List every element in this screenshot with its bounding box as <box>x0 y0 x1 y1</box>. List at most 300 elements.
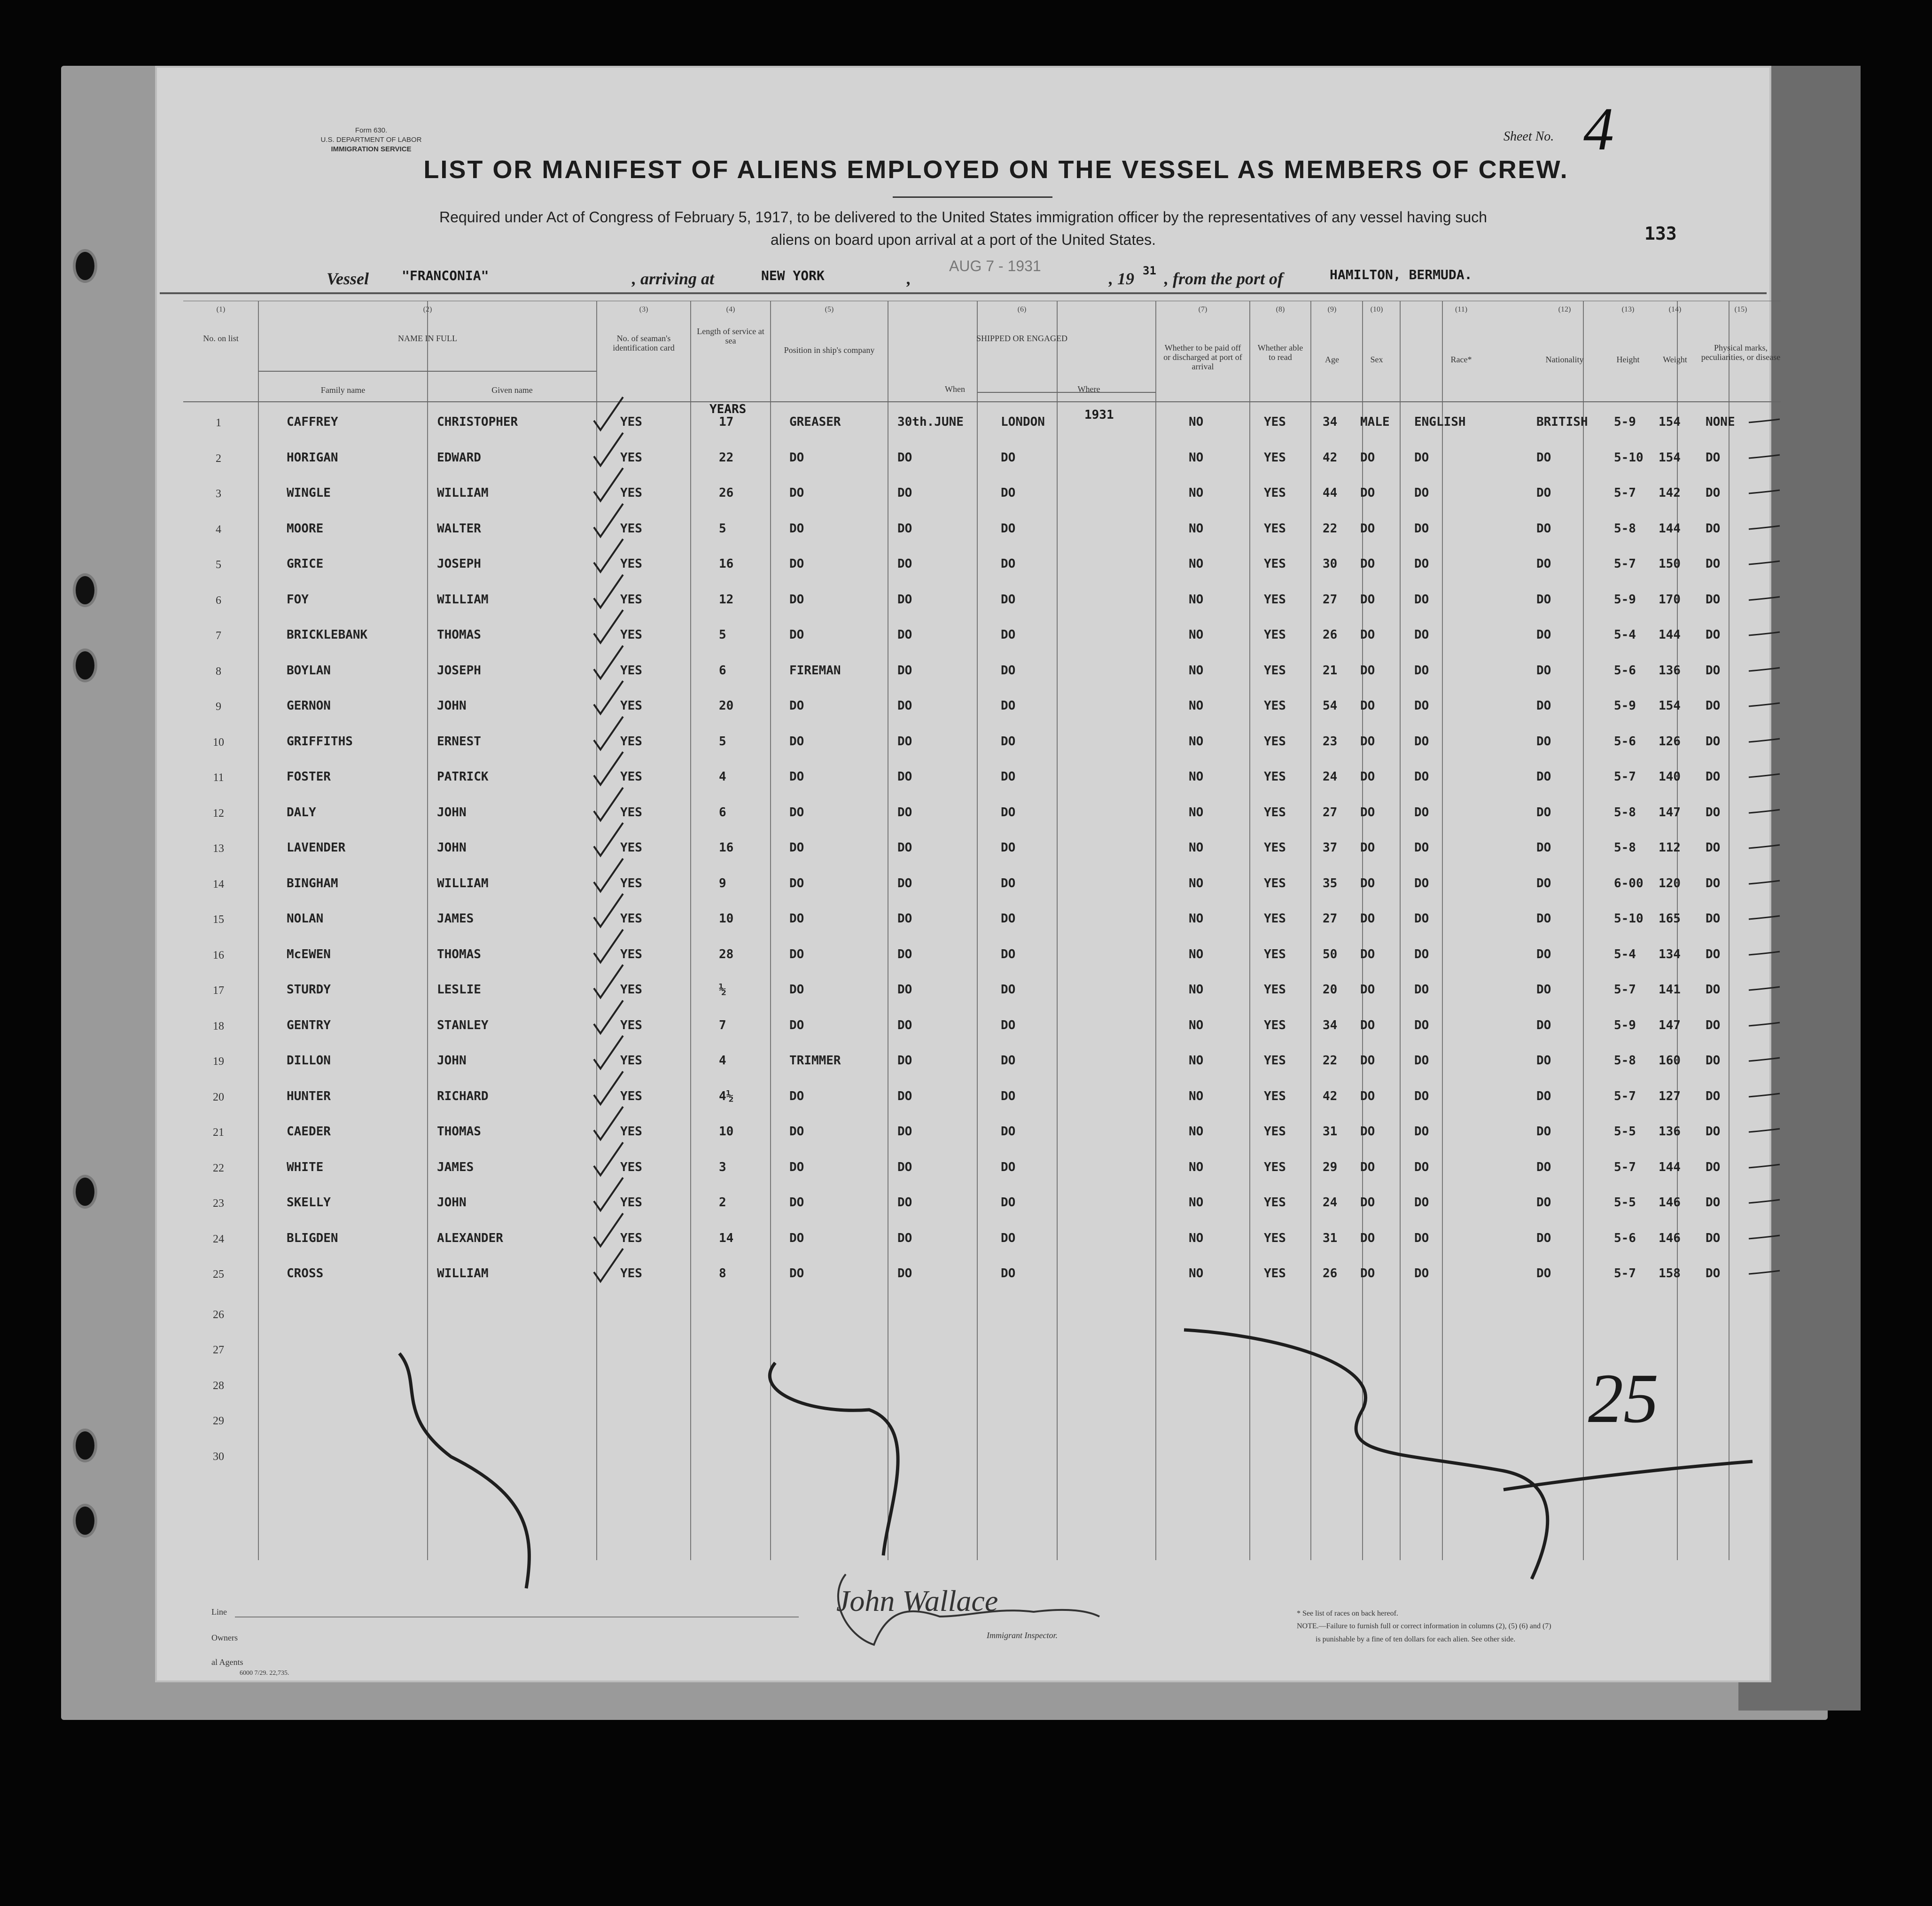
paid-off-cell: NO <box>1189 663 1204 678</box>
age-cell: 34 <box>1323 1018 1338 1032</box>
paid-off-cell: NO <box>1189 947 1204 961</box>
service-cell: 2 <box>719 1195 726 1210</box>
read-cell: YES <box>1264 734 1286 749</box>
card-cell: YES <box>620 1195 642 1210</box>
given-name-cell: THOMAS <box>437 628 481 642</box>
position-cell: TRIMMER <box>789 1054 841 1068</box>
column-number: (6) <box>1017 305 1027 313</box>
family-name-cell: BINGHAM <box>287 876 338 891</box>
row-number: 30 <box>213 1450 224 1463</box>
height-cell: 5-8 <box>1614 805 1636 820</box>
read-cell: YES <box>1264 1266 1286 1281</box>
column-number: (9) <box>1327 305 1337 313</box>
race-cell: DO <box>1414 1195 1429 1210</box>
header-position: Position in ship's company <box>784 345 875 355</box>
column-number: (14) <box>1668 305 1682 313</box>
where-cell: DO <box>1001 1160 1016 1174</box>
where-cell: LONDON <box>1001 415 1045 429</box>
service-cell: 12 <box>719 592 734 607</box>
given-name-cell: PATRICK <box>437 770 489 784</box>
given-name-cell: JOHN <box>437 805 467 820</box>
sex-cell: DO <box>1360 1160 1375 1174</box>
race-cell: DO <box>1414 450 1429 465</box>
given-name-cell: WILLIAM <box>437 876 489 891</box>
read-cell: YES <box>1264 947 1286 961</box>
height-cell: 5-8 <box>1614 1054 1636 1068</box>
age-cell: 24 <box>1323 1195 1338 1210</box>
race-cell: DO <box>1414 770 1429 784</box>
service-cell: 20 <box>719 699 734 713</box>
given-name-cell: JOHN <box>437 841 467 855</box>
sex-cell: DO <box>1360 1266 1375 1281</box>
column-number: (2) <box>423 305 432 313</box>
nationality-cell: DO <box>1536 557 1551 571</box>
height-cell: 5-4 <box>1614 947 1636 961</box>
age-cell: 26 <box>1323 1266 1338 1281</box>
note-line-1: NOTE.—Failure to furnish full or correct information in columns (2), (5) (6) and (7) <box>1297 1622 1551 1630</box>
age-cell: 29 <box>1323 1160 1338 1174</box>
position-cell: FIREMAN <box>789 663 841 678</box>
where-cell: DO <box>1001 557 1016 571</box>
row-number: 28 <box>213 1379 224 1392</box>
paid-off-cell: NO <box>1189 450 1204 465</box>
row-number: 20 <box>213 1091 224 1103</box>
where-cell: DO <box>1001 628 1016 642</box>
service-cell: 16 <box>719 557 734 571</box>
paid-off-cell: NO <box>1189 628 1204 642</box>
when-cell: DO <box>897 770 912 784</box>
paid-off-cell: NO <box>1189 1089 1204 1103</box>
when-cell: DO <box>897 592 912 607</box>
given-name-cell: WILLIAM <box>437 1266 489 1281</box>
given-name-cell: JAMES <box>437 912 474 926</box>
family-name-cell: BRICKLEBANK <box>287 628 368 642</box>
row-number: 14 <box>213 878 224 891</box>
when-cell: DO <box>897 1231 912 1245</box>
weight-cell: 134 <box>1659 947 1681 961</box>
marks-cell: DO <box>1706 450 1721 465</box>
paid-off-cell: NO <box>1189 699 1204 713</box>
row-number: 1 <box>216 417 221 429</box>
marks-cell: DO <box>1706 557 1721 571</box>
position-cell: DO <box>789 734 804 749</box>
row-number: 15 <box>213 914 224 926</box>
year-suffix: 31 <box>1143 264 1156 277</box>
read-cell: YES <box>1264 663 1286 678</box>
family-name-cell: NOLAN <box>287 912 324 926</box>
sheet-label: Sheet No. <box>1504 129 1554 144</box>
arriving-label: , arriving at <box>632 269 715 288</box>
position-cell: DO <box>789 592 804 607</box>
position-cell: DO <box>789 947 804 961</box>
print-code: 6000 7/29. 22,735. <box>240 1670 289 1677</box>
arriving-port: NEW YORK <box>761 268 825 283</box>
column-number: (10) <box>1370 305 1383 313</box>
family-name-cell: GERNON <box>287 699 331 713</box>
where-cell: DO <box>1001 1231 1016 1245</box>
read-cell: YES <box>1264 486 1286 500</box>
age-cell: 54 <box>1323 699 1338 713</box>
weight-cell: 144 <box>1659 1160 1681 1174</box>
where-cell: DO <box>1001 592 1016 607</box>
position-cell: DO <box>789 1089 804 1103</box>
race-cell: DO <box>1414 628 1429 642</box>
row-number: 16 <box>213 949 224 961</box>
years-label: YEARS <box>709 402 747 416</box>
family-name-cell: FOSTER <box>287 770 331 784</box>
race-cell: DO <box>1414 734 1429 749</box>
service-cell: 7 <box>719 1018 726 1032</box>
sex-cell: DO <box>1360 983 1375 997</box>
nationality-cell: DO <box>1536 592 1551 607</box>
read-cell: YES <box>1264 805 1286 820</box>
given-name-cell: JAMES <box>437 1160 474 1174</box>
position-cell: DO <box>789 1195 804 1210</box>
family-name-cell: BOYLAN <box>287 663 331 678</box>
where-cell: DO <box>1001 450 1016 465</box>
paid-off-cell: NO <box>1189 1231 1204 1245</box>
from-label: , from the port of <box>1164 269 1284 288</box>
race-cell: DO <box>1414 805 1429 820</box>
sex-cell: DO <box>1360 805 1375 820</box>
weight-cell: 154 <box>1659 699 1681 713</box>
position-cell: DO <box>789 1231 804 1245</box>
service: IMMIGRATION SERVICE <box>331 145 412 153</box>
sheet-number: 4 <box>1583 95 1614 163</box>
where-cell: DO <box>1001 947 1016 961</box>
service-cell: 6 <box>719 663 726 678</box>
paid-off-cell: NO <box>1189 805 1204 820</box>
family-name-cell: LAVENDER <box>287 841 346 855</box>
age-cell: 37 <box>1323 841 1338 855</box>
given-name-cell: STANLEY <box>437 1018 489 1032</box>
sex-cell: DO <box>1360 912 1375 926</box>
marks-cell: DO <box>1706 1018 1721 1032</box>
marks-cell: DO <box>1706 841 1721 855</box>
card-cell: YES <box>620 1266 642 1281</box>
where-cell: DO <box>1001 841 1016 855</box>
when-cell: DO <box>897 557 912 571</box>
marks-cell: DO <box>1706 1125 1721 1139</box>
paid-off-cell: NO <box>1189 521 1204 536</box>
marks-cell: DO <box>1706 1054 1721 1068</box>
race-cell: ENGLISH <box>1414 415 1466 429</box>
where-cell: DO <box>1001 770 1016 784</box>
given-name-cell: ALEXANDER <box>437 1231 503 1245</box>
card-cell: YES <box>620 699 642 713</box>
race-cell: DO <box>1414 841 1429 855</box>
row-number: 17 <box>213 984 224 997</box>
sex-cell: DO <box>1360 1195 1375 1210</box>
row-number: 12 <box>213 807 224 820</box>
read-cell: YES <box>1264 1018 1286 1032</box>
paid-off-cell: NO <box>1189 841 1204 855</box>
subtitle-line-1: Required under Act of Congress of February 5, 1917, to be delivered to the United States immigration officer by the representatives of any vessel having such <box>439 209 1487 226</box>
given-name-cell: WILLIAM <box>437 592 489 607</box>
nationality-cell: DO <box>1536 1195 1551 1210</box>
service-cell: 9 <box>719 876 726 891</box>
read-cell: YES <box>1264 1160 1286 1174</box>
service-cell: 3 <box>719 1160 726 1174</box>
service-cell: 5 <box>719 521 726 536</box>
weight-cell: 158 <box>1659 1266 1681 1281</box>
service-cell: 22 <box>719 450 734 465</box>
marks-cell: DO <box>1706 983 1721 997</box>
height-cell: 5-10 <box>1614 450 1644 465</box>
age-cell: 20 <box>1323 983 1338 997</box>
family-name-cell: FOY <box>287 592 309 607</box>
position-cell: DO <box>789 770 804 784</box>
paid-off-cell: NO <box>1189 912 1204 926</box>
weight-cell: 146 <box>1659 1195 1681 1210</box>
marks-cell: DO <box>1706 947 1721 961</box>
when-cell: DO <box>897 734 912 749</box>
age-cell: 50 <box>1323 947 1338 961</box>
race-cell: DO <box>1414 1125 1429 1139</box>
position-cell: DO <box>789 1125 804 1139</box>
age-cell: 27 <box>1323 592 1338 607</box>
when-cell: DO <box>897 1266 912 1281</box>
column-number: (12) <box>1558 305 1571 313</box>
service-cell: 8 <box>719 1266 726 1281</box>
height-cell: 5-6 <box>1614 734 1636 749</box>
position-cell: DO <box>789 557 804 571</box>
height-cell: 5-7 <box>1614 1160 1636 1174</box>
nationality-cell: DO <box>1536 521 1551 536</box>
row-number: 13 <box>213 843 224 855</box>
nationality-cell: DO <box>1536 1089 1551 1103</box>
service-cell: 16 <box>719 841 734 855</box>
service-cell: 10 <box>719 1125 734 1139</box>
when-cell: DO <box>897 841 912 855</box>
family-name-cell: DILLON <box>287 1054 331 1068</box>
race-cell: DO <box>1414 1089 1429 1103</box>
weight-cell: 127 <box>1659 1089 1681 1103</box>
nationality-cell: DO <box>1536 876 1551 891</box>
family-name-cell: HORIGAN <box>287 450 338 465</box>
read-cell: YES <box>1264 415 1286 429</box>
nationality-cell: DO <box>1536 699 1551 713</box>
card-cell: YES <box>620 912 642 926</box>
paid-off-cell: NO <box>1189 1195 1204 1210</box>
nationality-cell: DO <box>1536 1160 1551 1174</box>
sex-cell: MALE <box>1360 415 1390 429</box>
race-cell: DO <box>1414 592 1429 607</box>
paid-off-cell: NO <box>1189 1018 1204 1032</box>
when-cell: DO <box>897 1018 912 1032</box>
weight-cell: 144 <box>1659 628 1681 642</box>
family-name-cell: WINGLE <box>287 486 331 500</box>
paid-off-cell: NO <box>1189 486 1204 500</box>
marks-cell: DO <box>1706 521 1721 536</box>
marks-cell: DO <box>1706 912 1721 926</box>
sex-cell: DO <box>1360 521 1375 536</box>
card-cell: YES <box>620 1054 642 1068</box>
family-name-cell: GRIFFITHS <box>287 734 353 749</box>
when-cell: DO <box>897 628 912 642</box>
age-cell: 34 <box>1323 415 1338 429</box>
read-cell: YES <box>1264 876 1286 891</box>
column-number: (3) <box>639 305 648 313</box>
family-name-cell: BLIGDEN <box>287 1231 338 1245</box>
read-cell: YES <box>1264 912 1286 926</box>
weight-cell: 160 <box>1659 1054 1681 1068</box>
where-cell: DO <box>1001 521 1016 536</box>
department: U.S. DEPARTMENT OF LABOR <box>320 136 422 144</box>
nationality-cell: DO <box>1536 912 1551 926</box>
given-name-cell: JOSEPH <box>437 663 481 678</box>
when-cell: DO <box>897 1054 912 1068</box>
marks-cell: DO <box>1706 1089 1721 1103</box>
family-name-cell: SKELLY <box>287 1195 331 1210</box>
position-cell: DO <box>789 486 804 500</box>
header-nationality: Nationality <box>1545 355 1584 364</box>
nationality-cell: DO <box>1536 663 1551 678</box>
given-name-cell: EDWARD <box>437 450 481 465</box>
height-cell: 5-7 <box>1614 486 1636 500</box>
when-cell: DO <box>897 1125 912 1139</box>
row-number: 19 <box>213 1055 224 1068</box>
read-cell: YES <box>1264 628 1286 642</box>
row-number: 9 <box>216 701 221 713</box>
height-cell: 5-7 <box>1614 1266 1636 1281</box>
position-cell: DO <box>789 628 804 642</box>
row-number: 7 <box>216 630 221 642</box>
when-cell: DO <box>897 521 912 536</box>
read-cell: YES <box>1264 770 1286 784</box>
age-cell: 42 <box>1323 450 1338 465</box>
height-cell: 5-5 <box>1614 1195 1636 1210</box>
family-name-cell: GENTRY <box>287 1018 331 1032</box>
where-cell: DO <box>1001 1054 1016 1068</box>
height-cell: 5-6 <box>1614 1231 1636 1245</box>
column-number: (8) <box>1276 305 1285 313</box>
card-cell: YES <box>620 841 642 855</box>
age-cell: 42 <box>1323 1089 1338 1103</box>
column-number: (15) <box>1734 305 1747 313</box>
age-cell: 31 <box>1323 1231 1338 1245</box>
family-name-cell: DALY <box>287 805 316 820</box>
read-cell: YES <box>1264 841 1286 855</box>
header-seaman-card: No. of seaman's identification card <box>613 334 675 352</box>
nationality-cell: DO <box>1536 1054 1551 1068</box>
where-cell: DO <box>1001 876 1016 891</box>
cancel-stroke-mid <box>770 1363 898 1555</box>
race-cell: DO <box>1414 699 1429 713</box>
race-cell: DO <box>1414 983 1429 997</box>
marks-cell: DO <box>1706 699 1721 713</box>
sex-cell: DO <box>1360 592 1375 607</box>
when-cell: DO <box>897 1089 912 1103</box>
height-cell: 5-9 <box>1614 1018 1636 1032</box>
given-name-cell: RICHARD <box>437 1089 489 1103</box>
row-number: 26 <box>213 1308 224 1321</box>
column-number: (1) <box>216 305 226 313</box>
row-number: 24 <box>213 1233 224 1245</box>
height-cell: 6-00 <box>1614 876 1644 891</box>
subtitle-line-2: aliens on board upon arrival at a port of the United States. <box>770 231 1156 248</box>
weight-cell: 141 <box>1659 983 1681 997</box>
marks-cell: DO <box>1706 1266 1721 1281</box>
family-name-cell: HUNTER <box>287 1089 331 1103</box>
from-port: HAMILTON, BERMUDA. <box>1330 267 1472 282</box>
header-height: Height <box>1616 355 1640 364</box>
sex-cell: DO <box>1360 734 1375 749</box>
position-cell: DO <box>789 983 804 997</box>
weight-cell: 150 <box>1659 557 1681 571</box>
weight-cell: 142 <box>1659 486 1681 500</box>
service-cell: 28 <box>719 947 734 961</box>
where-cell: DO <box>1001 1266 1016 1281</box>
read-cell: YES <box>1264 1125 1286 1139</box>
header-given-name: Given name <box>491 385 533 395</box>
height-cell: 5-8 <box>1614 521 1636 536</box>
given-name-cell: THOMAS <box>437 947 481 961</box>
age-cell: 44 <box>1323 486 1338 500</box>
read-cell: YES <box>1264 592 1286 607</box>
weight-cell: 120 <box>1659 876 1681 891</box>
read-cell: YES <box>1264 699 1286 713</box>
card-cell: YES <box>620 1125 642 1139</box>
given-name-cell: ERNEST <box>437 734 481 749</box>
header-where: Where <box>1077 384 1100 394</box>
marks-cell: DO <box>1706 805 1721 820</box>
nationality-cell: DO <box>1536 734 1551 749</box>
read-cell: YES <box>1264 521 1286 536</box>
weight-cell: 136 <box>1659 1125 1681 1139</box>
sex-cell: DO <box>1360 1054 1375 1068</box>
sex-cell: DO <box>1360 1089 1375 1103</box>
position-cell: DO <box>789 841 804 855</box>
height-cell: 5-5 <box>1614 1125 1636 1139</box>
height-cell: 5-7 <box>1614 983 1636 997</box>
age-cell: 31 <box>1323 1125 1338 1139</box>
position-cell: DO <box>789 876 804 891</box>
nationality-cell: DO <box>1536 947 1551 961</box>
when-cell: DO <box>897 1195 912 1210</box>
sex-cell: DO <box>1360 628 1375 642</box>
race-cell: DO <box>1414 1266 1429 1281</box>
row-number: 6 <box>216 594 221 607</box>
nationality-cell: DO <box>1536 1018 1551 1032</box>
weight-cell: 154 <box>1659 450 1681 465</box>
comma: , <box>907 269 911 288</box>
when-cell: DO <box>897 1160 912 1174</box>
sex-cell: DO <box>1360 663 1375 678</box>
header-able-read: Whether able to read <box>1257 343 1303 362</box>
when-cell: DO <box>897 486 912 500</box>
age-cell: 22 <box>1323 1054 1338 1068</box>
card-cell: YES <box>620 983 642 997</box>
read-cell: YES <box>1264 1089 1286 1103</box>
nationality-cell: DO <box>1536 841 1551 855</box>
sex-cell: DO <box>1360 1125 1375 1139</box>
where-cell: DO <box>1001 1195 1016 1210</box>
year-prefix: , 19 <box>1109 269 1134 288</box>
paid-off-cell: NO <box>1189 1125 1204 1139</box>
height-cell: 5-9 <box>1614 415 1636 429</box>
when-cell: 30th.JUNE <box>897 415 964 429</box>
sex-cell: DO <box>1360 450 1375 465</box>
sex-cell: DO <box>1360 699 1375 713</box>
weight-cell: 154 <box>1659 415 1681 429</box>
race-cell: DO <box>1414 1054 1429 1068</box>
family-name-cell: MOORE <box>287 521 324 536</box>
column-number: (5) <box>825 305 834 313</box>
header-race: Race* <box>1450 355 1472 364</box>
position-cell: DO <box>789 521 804 536</box>
service-cell: 26 <box>719 486 734 500</box>
